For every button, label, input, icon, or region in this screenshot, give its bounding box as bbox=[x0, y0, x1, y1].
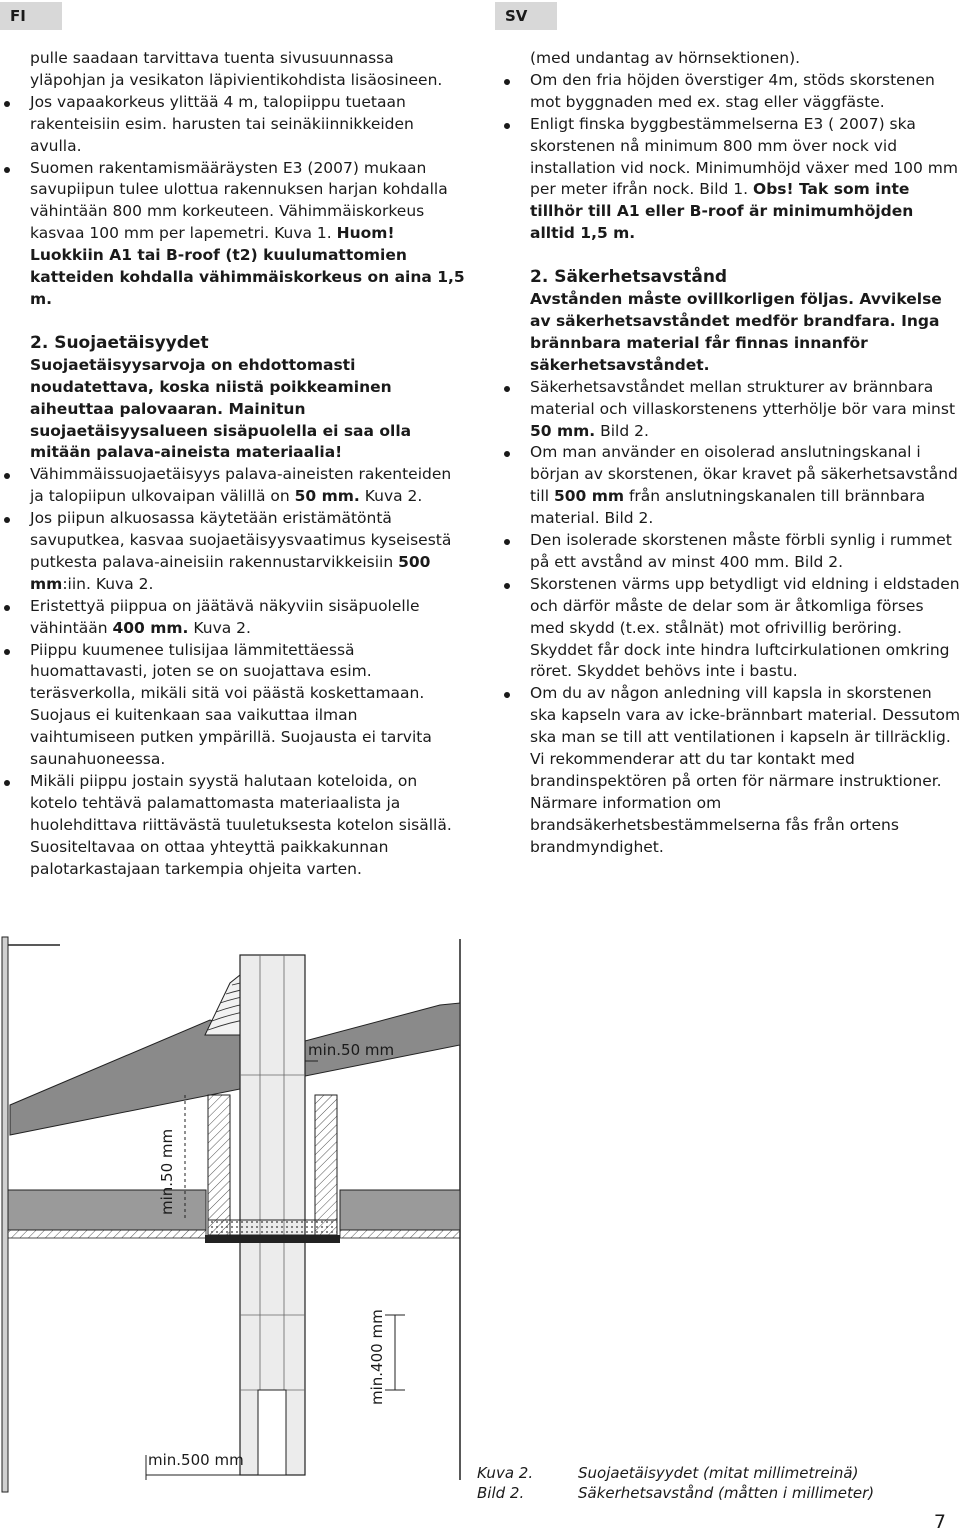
bullet-icon bbox=[4, 649, 10, 655]
fi-bullet-2: Suomen rakentamismääräysten E3 (2007) mukaan savupiipun tulee ulottua rakennuksen harjan kohdalla vähintään 800 mm korkeuteen. Vähimmäiskorkeus kasvaa 100 mm per lapemetri. Kuva 1. Huom! Luokkiin A1 tai B-roof (t2) kuulumattomien katteiden kohdalla vähimmäiskorkeus on aina 1,5 m. bbox=[30, 158, 465, 311]
sv-intro: (med undantag av hörnsektionen). bbox=[530, 49, 801, 67]
dimension-label-500: min.500 mm bbox=[148, 1451, 244, 1469]
bullet-icon bbox=[504, 692, 510, 698]
page-number: 7 bbox=[933, 1511, 946, 1533]
bullet-icon bbox=[4, 101, 10, 107]
fi-bullet-6: Piippu kuumenee tulisijaa lämmitettäessä huomattavasti, joten se on suojattava esim. teräsverkolla, mikäli sitä voi päästä koskettamaan. Suojaus ei kuitenkaan saa vaikuttaa ilman vaihtumiseen putken ympärillä. Suojausta ei tarvita saunahuoneessa. bbox=[30, 640, 465, 771]
dimension-label-top: min.50 mm bbox=[308, 1041, 395, 1059]
bullet-icon bbox=[504, 451, 510, 457]
fi-intro: pulle saadaan tarvittava tuenta sivusuunnassa yläpohjan ja vesikaton läpivientikohdista lisäosineen. bbox=[30, 49, 443, 89]
sv-section-heading: 2. Säkerhetsavstånd bbox=[530, 267, 728, 288]
swedish-column bbox=[530, 48, 960, 859]
fi-list-2 bbox=[30, 464, 465, 880]
figure-caption-sv-number: Bild 2. bbox=[477, 1484, 525, 1502]
figure-caption-fi-text: Suojaetäisyydet (mitat millimetreinä) bbox=[578, 1464, 859, 1482]
fi-warning-paragraph: Suojaetäisyysarvoja on ehdottomasti noudatettava, koska niistä poikkeaminen aiheuttaa palovaaran. Mainitun suojaetäisyysalueen sisäpuolella ei saa olla mitään palava-aineista materiaalia! bbox=[30, 355, 412, 462]
sv-warning-paragraph: Avstånden måste ovillkorligen följas. Avvikelse av säkerhetsavståndet medför brandfara. Inga brännbara material får finnas innanför säkerhetsavståndet. bbox=[530, 290, 942, 374]
language-tab-sv: SV bbox=[495, 2, 557, 30]
bullet-icon bbox=[504, 386, 510, 392]
sv-list-2 bbox=[530, 377, 960, 793]
finnish-column bbox=[30, 48, 465, 881]
sv-bullet-2: Enligt finska byggbestämmelserna E3 ( 2007) ska skorstenen nå minimum 800 mm över nock vid installation vid nock. Minimumhöjd växer med 100 mm per meter ifrån nock. Bild 1. Obs! Tak som inte tillhör till A1 eller B-roof är minimumhöjden alltid 1,5 m. bbox=[530, 114, 960, 245]
language-tab-fi: FI bbox=[0, 2, 62, 30]
bullet-icon bbox=[504, 79, 510, 85]
clearance-diagram bbox=[0, 935, 960, 1495]
sv-bullet-4: Om man använder en oisolerad anslutningskanal i början av skorstenen, ökar kravet på säkerhetsavstånd till 500 mm från anslutningskanalen till brännbara material. Bild 2. bbox=[530, 442, 960, 530]
figure-caption-sv-text: Säkerhetsavstånd (måtten i millimeter) bbox=[578, 1484, 875, 1502]
sv-bullet-5: Den isolerade skorstenen måste förbli synlig i rummet på ett avstånd av minst 400 mm. Bild 2. bbox=[530, 530, 960, 574]
bullet-icon bbox=[504, 539, 510, 545]
sv-closing-note: Närmare information om brandsäkerhetsbestämmelserna fås från ortens brandmyndighet. bbox=[530, 793, 899, 856]
bullet-icon bbox=[4, 780, 10, 786]
sv-bullet-3: Säkerhetsavståndet mellan strukturer av brännbara material och villaskorstenens ytterhölje bör vara minst 50 mm. Bild 2. bbox=[530, 377, 960, 443]
bullet-icon bbox=[4, 605, 10, 611]
bullet-icon bbox=[4, 167, 10, 173]
bullet-icon bbox=[4, 517, 10, 523]
sv-bullet-6: Skorstenen värms upp betydligt vid eldning i eldstaden och därför måste de delar som är åtkomliga förses med skydd (t.ex. stålnät) mot ofrivillig beröring. Skyddet får dock inte hindra luftcirkulationen omkring röret. Skyddet behövs inte i bastu. bbox=[530, 574, 960, 684]
dimension-label-side: min.50 mm bbox=[158, 1128, 176, 1215]
chimney-pipe bbox=[240, 955, 305, 1475]
bullet-icon bbox=[4, 473, 10, 479]
sv-list-1 bbox=[530, 70, 960, 245]
fi-bullet-5: Eristettyä piippua on jäätävä näkyviin sisäpuolelle vähintään 400 mm. Kuva 2. bbox=[30, 596, 465, 640]
fi-bullet-1: Jos vapaakorkeus ylittää 4 m, talopiippu tuetaan rakenteisiin esim. harusten tai seinäkiinnikkeiden avulla. bbox=[30, 92, 465, 158]
bullet-icon bbox=[504, 583, 510, 589]
figure-caption-fi-number: Kuva 2. bbox=[477, 1464, 534, 1482]
fi-bullet-7: Mikäli piippu jostain syystä halutaan koteloida, on kotelo tehtävä palamattomasta materiaalista ja huolehdittava riittävästä tuuletuksesta kotelon sisällä. Suositeltavaa on ottaa yhteyttä paikkakunnan palotarkastajaan tarkempia ohjeita varten. bbox=[30, 771, 465, 881]
fi-bullet-3: Vähimmäissuojaetäisyys palava-aineisten rakenteiden ja talopiipun ulkovaipan välillä on 50 mm. Kuva 2. bbox=[30, 464, 465, 508]
sv-bullet-1: Om den fria höjden överstiger 4m, stöds skorstenen mot byggnaden med ex. stag eller väggfäste. bbox=[530, 70, 960, 114]
bullet-icon bbox=[504, 123, 510, 129]
fi-bullet-4: Jos piipun alkuosassa käytetään eristämätöntä savuputkea, kasvaa suojaetäisyysvaatimus kyseisestä putkesta palava-aineisiin rakennustarvikkeisiin 500 mm:iin. Kuva 2. bbox=[30, 508, 465, 596]
dimension-label-400: min.400 mm bbox=[368, 1309, 386, 1405]
sv-bullet-7: Om du av någon anledning vill kapsla in skorstenen ska kapseln vara av icke-brännbart material. Dessutom ska man se till att ventilationen i kapseln är tillräcklig. Vi rekommenderar att du tar kontakt med brandinspektören på orten för närmare instruktioner. bbox=[530, 683, 960, 793]
fi-section-heading: 2. Suojaetäisyydet bbox=[30, 332, 209, 353]
fi-list-1 bbox=[30, 92, 465, 311]
